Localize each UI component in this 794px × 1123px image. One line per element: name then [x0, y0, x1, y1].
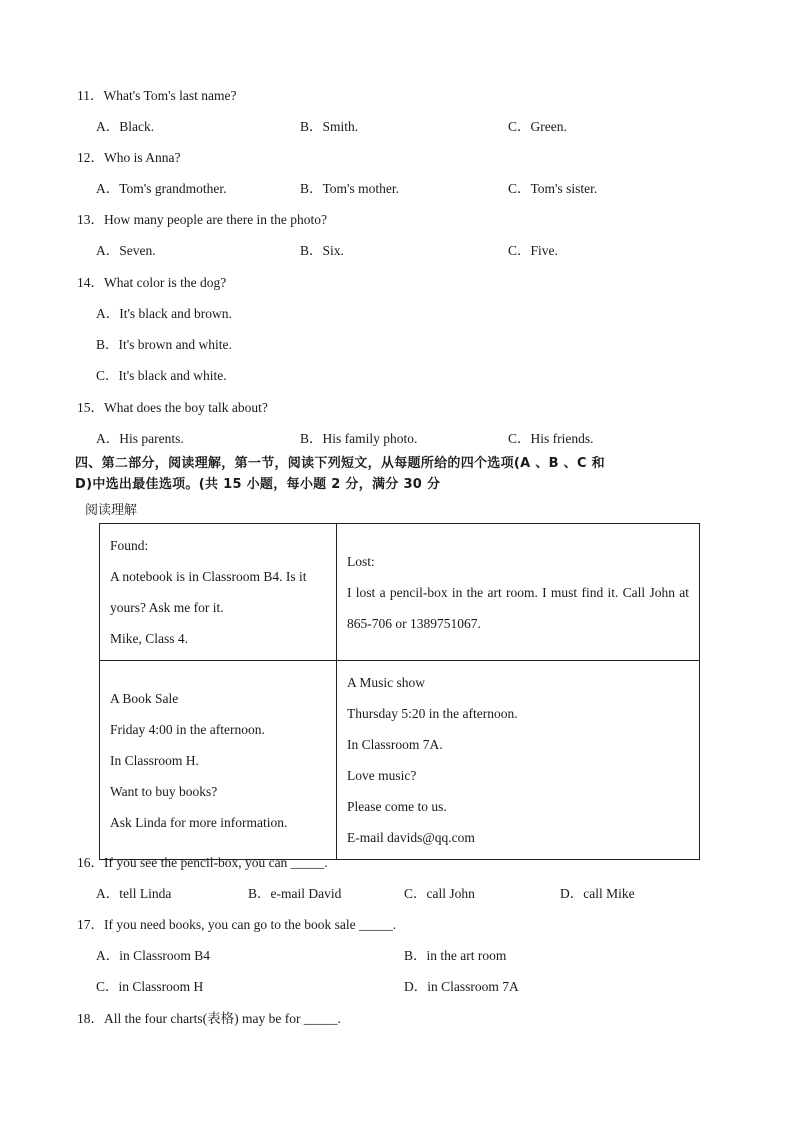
- question-17-option-d: D．in Classroom 7A: [404, 979, 519, 994]
- music-show-time: Thursday 5:20 in the afternoon.: [347, 706, 518, 721]
- music-show-place: In Classroom 7A.: [347, 737, 443, 752]
- question-14-option-a: A．It's black and brown.: [96, 306, 232, 321]
- question-16-stem: 16．If you see the pencil-box, you can _____.: [77, 855, 328, 870]
- music-show-question: Love music?: [347, 768, 417, 783]
- question-16-option-b: B．e-mail David: [248, 886, 342, 901]
- question-17-option-b: B．in the art room: [404, 948, 507, 963]
- lost-notice-body: I lost a pencil-box in the art room. I must find it. Call John at 865-706 or 1389751067.: [347, 584, 689, 631]
- question-15-option-c: C．His friends.: [508, 431, 594, 446]
- question-11-option-c: C．Green.: [508, 119, 567, 134]
- music-show-invite: Please come to us.: [347, 799, 447, 814]
- question-15-stem: 15．What does the boy talk about?: [77, 400, 268, 415]
- book-sale-title: A Book Sale: [110, 690, 179, 706]
- question-14-option-c: C．It's black and white.: [96, 368, 227, 383]
- question-14-option-b: B．It's brown and white.: [96, 337, 232, 352]
- question-12-stem: 12．Who is Anna?: [77, 150, 181, 165]
- music-show-email: E-mail davids@qq.com: [347, 830, 475, 845]
- book-sale-notice: [100, 661, 337, 860]
- question-11-option-b: B．Smith.: [300, 119, 359, 134]
- reading-label: 阅读理解: [85, 503, 138, 518]
- question-11-stem: 11．What's Tom's last name?: [77, 88, 237, 103]
- found-notice-body: A notebook is in Classroom B4. Is it yours? Ask me for it.: [110, 569, 307, 615]
- book-sale-contact: Ask Linda for more information.: [110, 814, 288, 830]
- question-13-stem: 13．How many people are there in the photo?: [77, 212, 328, 227]
- question-13-option-a: A．Seven.: [96, 243, 156, 258]
- music-show-notice: [337, 661, 700, 860]
- found-notice: [100, 524, 337, 661]
- question-18-stem: 18．All the four charts(表格) may be for _____.: [77, 1011, 341, 1026]
- found-notice-signature: Mike, Class 4.: [110, 631, 189, 646]
- question-16-option-d: D．call Mike: [560, 886, 635, 901]
- lost-notice: [337, 524, 700, 661]
- notice-board-table: [99, 523, 700, 860]
- section-heading-line1: 四、第二部分，阅读理解，第一节，阅读下列短文，从每题所给的四个选项(A 、B 、C 和: [75, 456, 605, 471]
- question-17-option-c: C．in Classroom H: [96, 979, 204, 994]
- question-14-stem: 14．What color is the dog?: [77, 275, 227, 290]
- question-12-option-b: B．Tom's mother.: [300, 181, 399, 196]
- book-sale-question: Want to buy books?: [110, 783, 218, 799]
- question-11-option-a: A．Black.: [96, 119, 155, 134]
- question-17-stem: 17．If you need books, you can go to the book sale _____.: [77, 917, 397, 932]
- section-heading-line2: D)中选出最佳选项。(共 15 小题，每小题 2 分，满分 30 分: [75, 477, 441, 492]
- question-13-option-b: B．Six.: [300, 243, 344, 258]
- question-15-option-b: B．His family photo.: [300, 431, 418, 446]
- question-12-option-a: A．Tom's grandmother.: [96, 181, 227, 196]
- question-16-option-c: C．call John: [404, 886, 475, 901]
- question-13-option-c: C．Five.: [508, 243, 558, 258]
- found-notice-title: Found:: [110, 538, 149, 553]
- book-sale-time: Friday 4:00 in the afternoon.: [110, 721, 265, 737]
- question-12-option-c: C．Tom's sister.: [508, 181, 598, 196]
- question-17-option-a: A．in Classroom B4: [96, 948, 211, 963]
- question-16-option-a: A．tell Linda: [96, 886, 172, 901]
- lost-notice-title: Lost:: [347, 553, 375, 569]
- book-sale-place: In Classroom H.: [110, 752, 199, 768]
- music-show-title: A Music show: [347, 675, 426, 690]
- question-15-option-a: A．His parents.: [96, 431, 184, 446]
